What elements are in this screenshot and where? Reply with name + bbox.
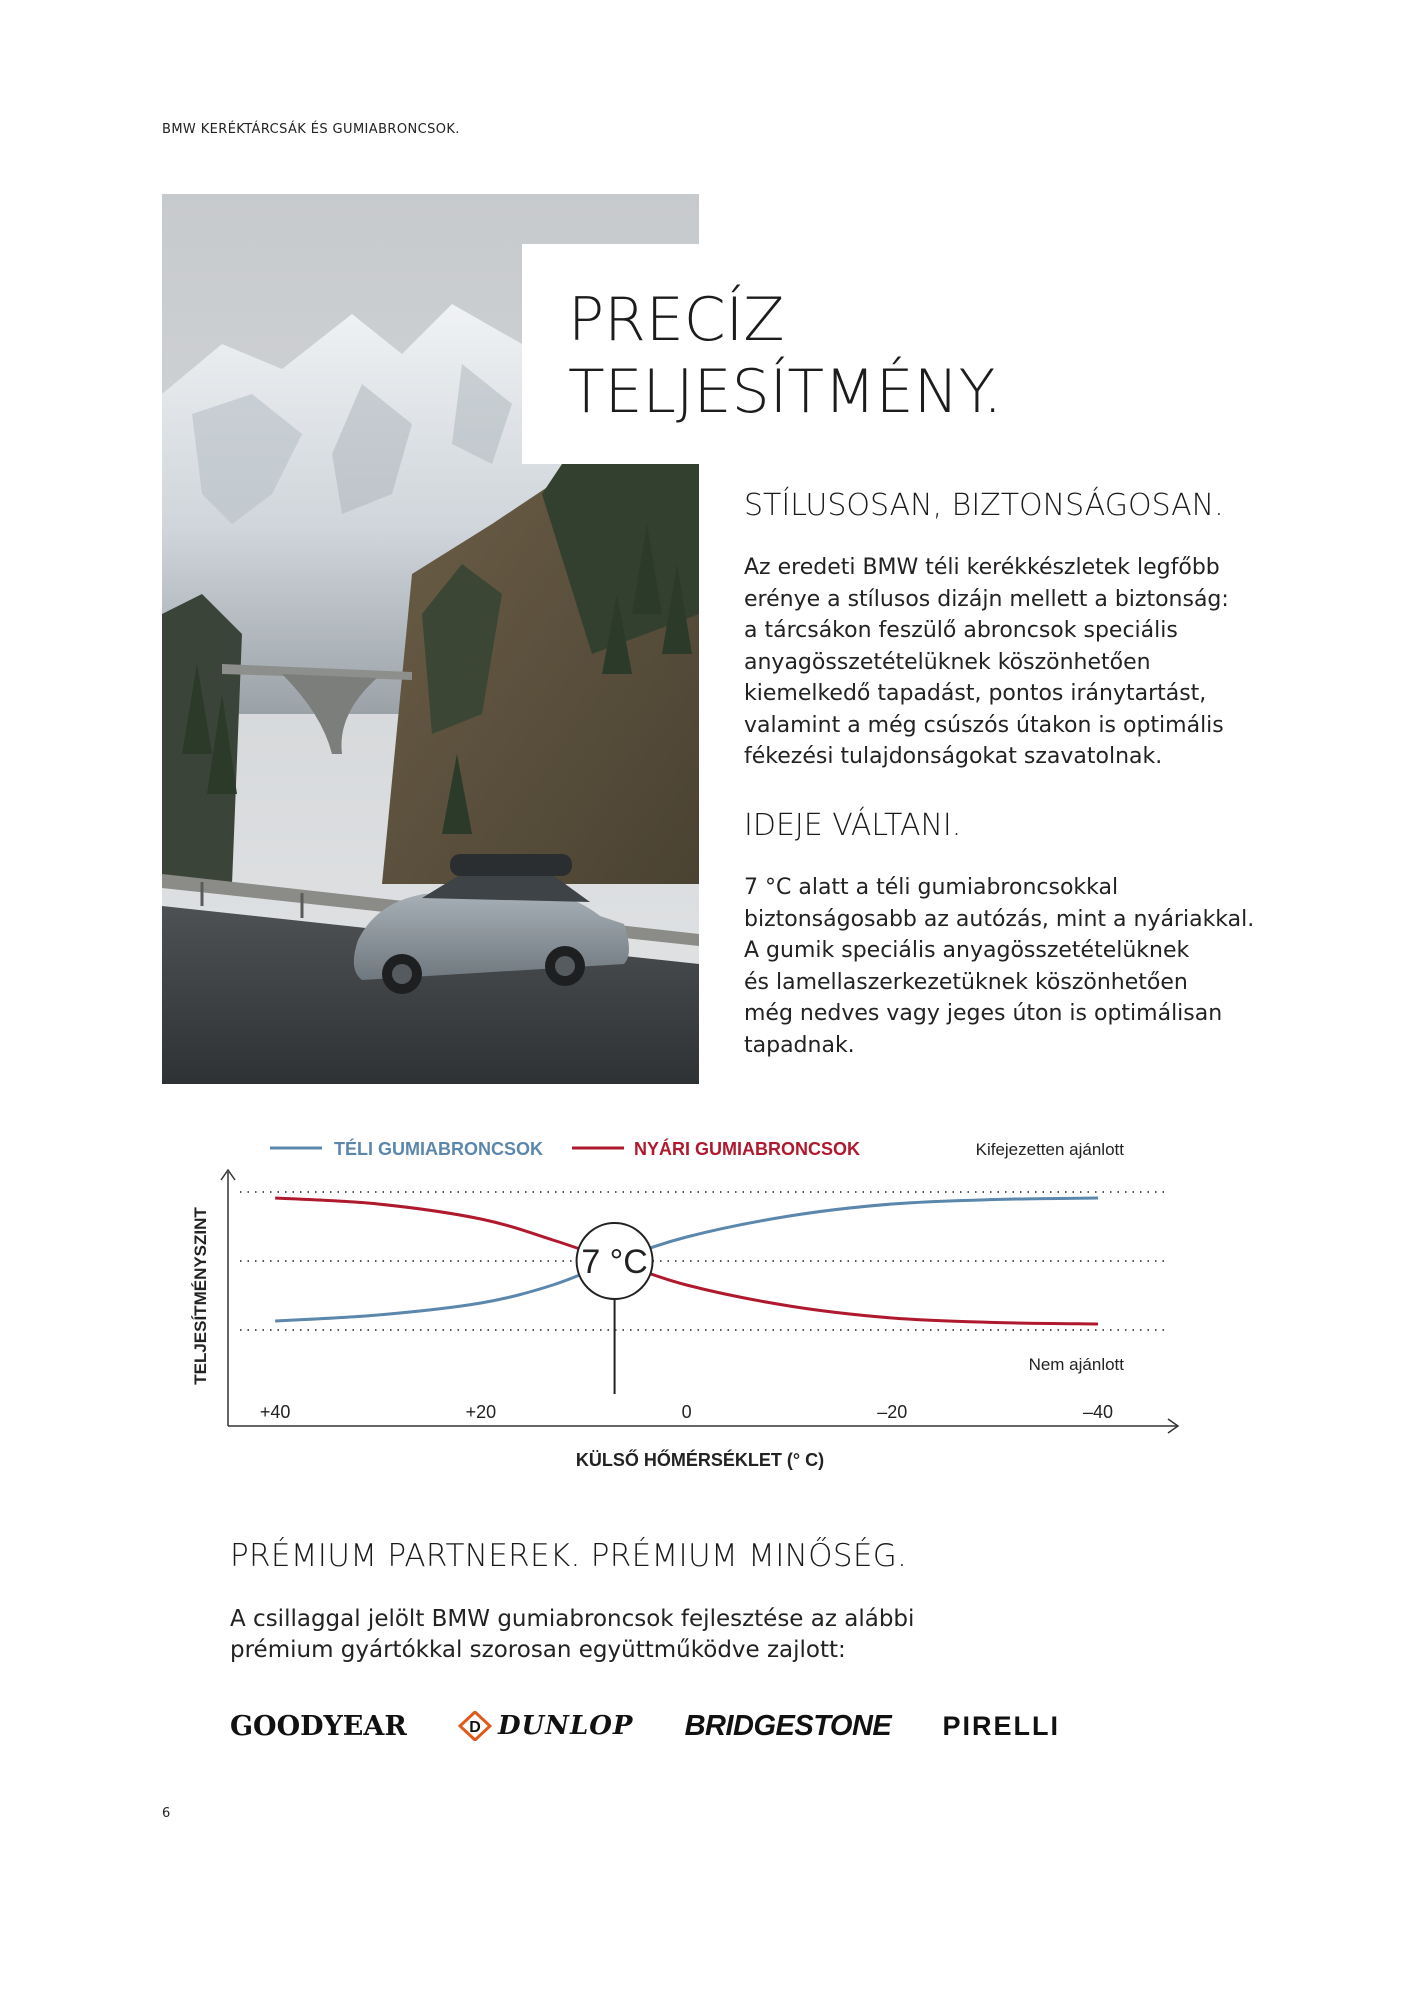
y-axis-label: TELJESÍTMÉNYSZINT: [191, 1207, 210, 1385]
dunlop-emblem-icon: [458, 1711, 492, 1741]
body-line: a tárcsákon feszülő abroncsok speciális: [744, 618, 1178, 643]
x-tick-label: –20: [877, 1402, 908, 1422]
pirelli-logo: PIRELLI: [942, 1710, 1060, 1741]
section-body-switch: [744, 872, 1304, 1061]
marker-label: 7 °C: [581, 1243, 648, 1281]
body-line: kiemelkedő tapadást, pontos iránytartást,: [744, 681, 1207, 706]
legend-label-nyari: NYÁRI GUMIABRONCSOK: [634, 1139, 861, 1159]
page-title: [568, 284, 1002, 428]
body-line: Az eredeti BMW téli kerékkészletek legfőbb: [744, 555, 1220, 580]
x-tick-label: 0: [681, 1402, 692, 1422]
x-tick-label: +20: [465, 1402, 497, 1422]
bottom-level-label: Nem ajánlott: [1028, 1355, 1124, 1374]
partners-heading: PRÉMIUM PARTNEREK. PRÉMIUM MINŐSÉG.: [230, 1538, 908, 1574]
body-line: biztonságosabb az autózás, mint a nyáriakkal.: [744, 906, 1255, 932]
body-line: még nedves vagy jeges úton is optimálisan: [744, 1001, 1223, 1026]
title-line-2: TELJESÍTMÉNY.: [568, 357, 1003, 427]
goodyear-logo: GOODYEAR: [230, 1710, 407, 1742]
dunlop-logo-text: DUNLOP: [497, 1711, 634, 1741]
chart-canvas: [170, 1126, 1200, 1486]
x-tick-label: –40: [1082, 1402, 1114, 1422]
partners-text-line-2: prémium gyártókkal szorosan együttműködve zajlott:: [230, 1637, 846, 1663]
section-heading-switch: IDEJE VÁLTANI.: [744, 808, 962, 843]
body-line: 7 °C alatt a téli gumiabroncsokkal: [744, 875, 1119, 900]
dunlop-logo: [458, 1711, 633, 1741]
svg-text:D: D: [469, 1719, 481, 1736]
section-body-style: [744, 552, 1284, 773]
body-line: erénye a stílusos dizájn mellett a biztonság:: [744, 586, 1229, 612]
partners-text-line-1: A csillaggal jelölt BMW gumiabroncsok fejlesztése az alábbi: [230, 1606, 915, 1632]
partners-text: [230, 1604, 990, 1666]
bridgestone-logo: BRIDGESTONE: [684, 1709, 892, 1742]
body-line: tapadnak.: [744, 1032, 855, 1058]
legend-label-teli: TÉLI GUMIABRONCSOK: [334, 1139, 543, 1159]
body-line: fékezési tulajdonságokat szavatolnak.: [744, 744, 1163, 769]
body-line: valamint a még csúszós útakon is optimális: [744, 712, 1224, 738]
body-line: és lamellaszerkezetüknek köszönhetően: [744, 969, 1188, 995]
x-tick-label: +40: [259, 1402, 291, 1422]
page-number: 6: [162, 1806, 171, 1821]
section-heading-style: STÍLUSOSAN, BIZTONSÁGOSAN.: [744, 488, 1224, 523]
x-axis-label: KÜLSŐ HŐMÉRSÉKLET (° C): [575, 1450, 825, 1470]
series-line-teli: [275, 1198, 1098, 1321]
top-level-label: Kifejezetten ajánlott: [975, 1140, 1124, 1159]
temperature-performance-chart: [170, 1126, 1200, 1490]
body-line: A gumik speciális anyagösszetételüknek: [744, 938, 1190, 963]
partner-logos: [230, 1706, 1060, 1746]
page-header: BMW KERÉKTÁRCSÁK ÉS GUMIABRONCSOK.: [162, 122, 460, 137]
body-line: anyagösszetételüknek köszönhetően: [744, 649, 1151, 675]
title-line-1: PRECÍZ: [568, 285, 785, 355]
